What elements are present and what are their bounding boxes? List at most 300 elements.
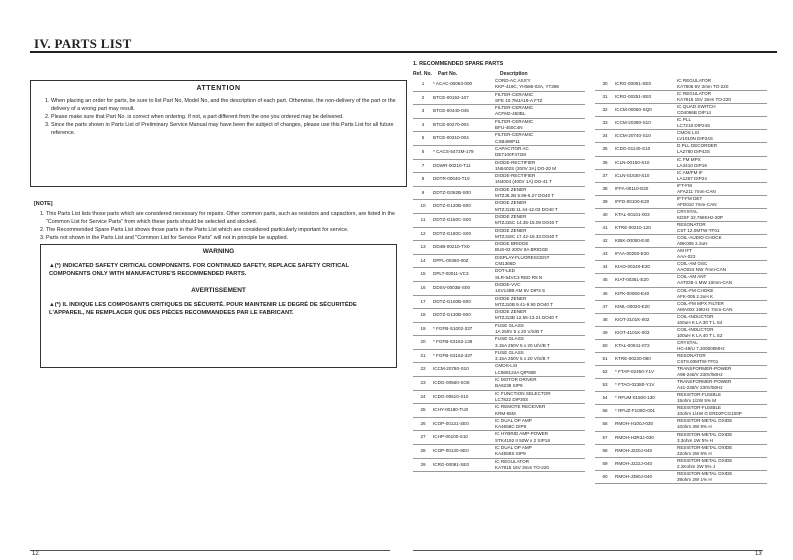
table-row bbox=[413, 309, 585, 323]
description-line: MTZJ6.2B 5.96-6.27 DO40 T bbox=[495, 193, 555, 199]
description-line: IC DUAL OP AMP bbox=[495, 417, 532, 423]
ref-no: 46 bbox=[602, 290, 608, 296]
description-line: IC FM MPX bbox=[677, 156, 701, 162]
description-line: 1N4004 (400V 1A) DO-41 T bbox=[495, 179, 552, 185]
description-line: 1SV149B AM 6V DIP3 S bbox=[495, 288, 546, 294]
table-row bbox=[595, 196, 767, 209]
description bbox=[495, 214, 585, 227]
ref-no: 28 bbox=[420, 448, 426, 454]
table-row bbox=[413, 418, 585, 432]
part-no: ICCM-00060-SQ0 bbox=[615, 107, 652, 113]
ref-no: 48 bbox=[602, 316, 608, 322]
description-line: IC REGULATOR bbox=[677, 78, 712, 83]
description-line: 100uH K LA 40 T L S2 bbox=[677, 332, 723, 338]
table-row bbox=[413, 132, 585, 146]
description-line: AFD010 7mm-CAN bbox=[677, 201, 717, 207]
description bbox=[677, 405, 767, 417]
part-no: KIOT-3101K-002 bbox=[615, 316, 650, 322]
description-line: AMA002 19KHz 7mm-CAN bbox=[677, 306, 733, 312]
description-line: MTZJ10B 9.41-9.90 DO40 T bbox=[495, 301, 553, 307]
ref-no: 59 bbox=[602, 460, 608, 466]
description bbox=[677, 353, 767, 365]
description bbox=[495, 336, 585, 349]
ref-no: 52 bbox=[602, 369, 608, 375]
description-line: IC DUAL OP AMP bbox=[495, 445, 532, 451]
table-row bbox=[413, 187, 585, 201]
part-no: * RFUZ-F100G-001 bbox=[615, 408, 656, 414]
description-line: DE7100F472M bbox=[495, 152, 526, 158]
table-row bbox=[595, 274, 767, 287]
table-row bbox=[413, 119, 585, 133]
ref-no: 49 bbox=[602, 329, 608, 335]
description-line: KA7806 6V 3mm TO-220 bbox=[677, 84, 729, 89]
description bbox=[495, 160, 585, 173]
attention-item: 2. Please make sure that Part No. is correct when ordering. If not, a part different from the one you ordered may be delivered. bbox=[51, 113, 407, 121]
ref-no: 22 bbox=[420, 366, 426, 372]
description-line: 15ohm 1/2W 5% M bbox=[677, 398, 717, 404]
part-no: KIML-00020-E20 bbox=[615, 303, 650, 309]
ref-no: 40 bbox=[602, 211, 608, 217]
table-row bbox=[595, 340, 767, 353]
description-line: 3.3ohm 1W 5% H bbox=[677, 437, 713, 443]
note-title: [NOTE] bbox=[34, 201, 53, 207]
description-line: MTZJ13B 12.55-13.21 DO40 T bbox=[495, 315, 558, 321]
table-row bbox=[595, 432, 767, 445]
part-no: KIAT-00351-E20 bbox=[615, 277, 649, 283]
note-item: 3. Parts not shown in the Parts List and "Common List for Service Parts" will not in principle be supplied. bbox=[46, 234, 409, 242]
part-no: KTRE-00210-120 bbox=[615, 225, 651, 231]
part-no: ICDG-00610-S10 bbox=[433, 393, 469, 399]
ref-no: 34 bbox=[602, 133, 608, 139]
table-row bbox=[595, 405, 767, 418]
description-line: A96-245/V 230V/50Hz bbox=[677, 372, 723, 378]
description bbox=[677, 274, 767, 286]
description-line: DIODE ZENER bbox=[495, 309, 527, 315]
ref-no: 56 bbox=[602, 421, 608, 427]
description-line: BU8-02 200V 8A BRIDGE bbox=[495, 247, 549, 253]
ref-no: 4 bbox=[421, 121, 425, 127]
description-line: KA7915 15V 3mm TO-220 bbox=[677, 97, 731, 103]
description-line: KKP-419C, YH586-03A, YT396 bbox=[495, 84, 559, 90]
description-line: BFU-450C4N bbox=[495, 125, 523, 131]
description-line: FUSE GLASS bbox=[495, 336, 524, 342]
description bbox=[677, 366, 767, 378]
description-line: 2.2Kohm 2W 5% J bbox=[677, 463, 716, 469]
part-no: ICRG-00251-SE0 bbox=[615, 94, 652, 100]
ref-no: 57 bbox=[602, 434, 608, 440]
ref-no: 16 bbox=[420, 284, 426, 290]
ref-no: 12 bbox=[420, 230, 426, 236]
description-line: KA4558C DIP8 bbox=[495, 424, 527, 430]
page-number-left: 12 bbox=[32, 551, 39, 557]
description-line: RESISTOR-FUSIBLE bbox=[677, 405, 722, 411]
ref-no: 37 bbox=[602, 172, 608, 178]
part-no: KTAL-00101-003 bbox=[615, 211, 650, 217]
table-row bbox=[595, 170, 767, 183]
table-row bbox=[413, 173, 585, 187]
part-no: ICHY-00180-TU0 bbox=[433, 407, 469, 413]
description-line: RESISTOR-METAL OXIDE bbox=[677, 457, 733, 463]
table-row bbox=[413, 146, 585, 160]
ref-no: 33 bbox=[602, 120, 608, 126]
description bbox=[495, 309, 585, 322]
part-no: * RFUM-01500-130 bbox=[615, 395, 655, 401]
description-line: AAO024 NW 7mm-CAN bbox=[677, 267, 727, 273]
attention-box bbox=[30, 80, 407, 187]
description-line: CRYSTAL bbox=[677, 208, 698, 214]
footer-rule-right bbox=[413, 550, 763, 551]
description-line: SLR-54VC3 RED R5 N bbox=[495, 274, 543, 280]
part-no: ICCM-20380-S10 bbox=[615, 120, 651, 126]
description bbox=[495, 268, 585, 281]
ref-no: 55 bbox=[602, 408, 608, 414]
description-line: MTZJ15C 14.35-15.09 DO40 T bbox=[495, 220, 559, 226]
description-line: IC PLL bbox=[677, 117, 692, 123]
description-line: DISPLAY-FLUORESCENT bbox=[495, 254, 550, 260]
spare-parts-title: 1. RECOMMENDED SPARE PARTS bbox=[413, 61, 504, 67]
description-line: LA2780 DIP42S bbox=[677, 149, 710, 155]
ref-no: 24 bbox=[420, 393, 426, 399]
description bbox=[677, 340, 767, 352]
table-row bbox=[413, 268, 585, 282]
description-line: DIODE ZENER bbox=[495, 213, 527, 219]
ref-no: 53 bbox=[602, 382, 608, 388]
description bbox=[677, 379, 767, 391]
part-no: ICCM-20740-S10 bbox=[615, 133, 651, 139]
description-line: DIODE ZENER bbox=[495, 200, 527, 206]
table-row bbox=[595, 222, 767, 235]
part-no: DDTZ-G120B-S00 bbox=[433, 203, 471, 209]
description bbox=[495, 187, 585, 200]
ref-no: 30 bbox=[602, 81, 608, 86]
page-title: IV. PARTS LIST bbox=[34, 36, 132, 51]
note-item: 1. This Parts List lists those parts which are considered necessary for repairs. Other common parts, such as resistors and capacitors, are listed in the "Common List for Service Parts" from which these parts should be selected and stocked. bbox=[46, 210, 409, 226]
description-line: COIL-INDUCTOR bbox=[677, 313, 714, 319]
description-line: D.PLL DECORDER bbox=[677, 143, 718, 149]
ref-no: 36 bbox=[602, 159, 608, 165]
description-line: AM IFT bbox=[677, 248, 693, 254]
description bbox=[495, 391, 585, 404]
description-line: COIL-FM MPX FILTER bbox=[677, 300, 724, 306]
description bbox=[677, 157, 767, 169]
description-line: RESISTOR-METAL OXIDE bbox=[677, 444, 733, 450]
ref-no: 3 bbox=[421, 108, 425, 114]
description-line: IC REGULATOR bbox=[495, 458, 530, 464]
description-line: HC-49/U 7.200000MHz bbox=[677, 345, 725, 351]
part-no: IFFD-00100-E20 bbox=[615, 198, 650, 204]
description-line: IC REGULATOR bbox=[677, 91, 712, 97]
description-line: IC HYBRID AMP-POWER bbox=[495, 431, 549, 437]
ref-no: 32 bbox=[602, 107, 608, 113]
part-no: BTCE-00440-045 bbox=[433, 108, 469, 114]
description bbox=[677, 288, 767, 300]
description-line: FUSE GLASS bbox=[495, 322, 524, 328]
description-line: CST 12.0MTW-TF01 bbox=[677, 228, 720, 234]
col-header-part: Part No. bbox=[438, 71, 458, 77]
description bbox=[677, 78, 767, 90]
description bbox=[495, 418, 585, 431]
ref-no: 17 bbox=[420, 298, 426, 304]
description bbox=[677, 104, 767, 116]
description bbox=[677, 170, 767, 182]
table-row bbox=[413, 391, 585, 405]
ref-no: 42 bbox=[602, 238, 608, 244]
description bbox=[495, 78, 585, 91]
table-row bbox=[413, 214, 585, 228]
description-line: STK4192 II 50W x 2 SIP18 bbox=[495, 437, 550, 443]
ref-no: 14 bbox=[420, 257, 426, 263]
description-line: FILTER-CERAMIC bbox=[495, 91, 534, 97]
table-row bbox=[595, 418, 767, 431]
description-line: ACFM2-450BL bbox=[495, 111, 526, 117]
part-no: KIFK-00050-E40 bbox=[615, 290, 650, 296]
description-line: DIODE BRIDGE bbox=[495, 241, 529, 247]
part-no: ICLN-00150-S10 bbox=[615, 159, 650, 165]
ref-no: 54 bbox=[602, 395, 608, 401]
part-no: RMOH-J222J-040 bbox=[615, 460, 653, 466]
description-line: LC868124A QIP80E bbox=[495, 369, 537, 375]
ref-no: 13 bbox=[420, 244, 426, 250]
part-no: DDWR-00210-T11 bbox=[433, 162, 471, 168]
description bbox=[495, 105, 585, 118]
table-row bbox=[595, 458, 767, 471]
description-line: DIODE ZENER bbox=[495, 186, 527, 192]
part-no: ICDG-01140-S10 bbox=[615, 146, 651, 152]
description-line: LC7822 DIP30S bbox=[495, 396, 529, 402]
ref-no: 27 bbox=[420, 434, 426, 440]
description bbox=[677, 445, 767, 457]
description bbox=[495, 92, 585, 105]
part-no: ICDG-00560-SO6 bbox=[433, 380, 470, 386]
part-no: KTAL-00041-072 bbox=[615, 342, 650, 348]
description-line: RESONATOR bbox=[677, 352, 706, 358]
part-no: ICOP-00131-SE0 bbox=[433, 420, 469, 426]
description-line: CRYSTAL bbox=[677, 339, 698, 345]
ref-no: 35 bbox=[602, 146, 608, 152]
description-line: TRANSFORMER-POWER bbox=[677, 366, 732, 372]
part-no: * ACAC-00063-000 bbox=[433, 81, 473, 86]
footer-rule-left bbox=[30, 550, 390, 551]
part-no: * FTAO-02380-Y1V bbox=[615, 382, 655, 388]
part-no: KIOT-4101K-003 bbox=[615, 329, 650, 335]
avertissement-text: ▲(*) IL INDIQUE LES COMPOSANTS CRITIQUES DE SÉCURITÉ. POUR MAINTENIR LE DEGRÉ DE SÉCURITÉDE L'APPAREIL, NE REMPLACER QUE DES PIÈCES RECOMMANDEES PAR LE FABRICANT. bbox=[49, 302, 357, 316]
table-row bbox=[413, 296, 585, 310]
part-no: IFAA-00250-E20 bbox=[615, 251, 649, 257]
table-row bbox=[413, 431, 585, 445]
description-line: COIL-AUDIO CHOCK bbox=[677, 235, 722, 241]
ref-no: 21 bbox=[420, 352, 426, 358]
description-line: BA6238 SIP9 bbox=[495, 383, 523, 389]
table-row bbox=[413, 404, 585, 418]
description bbox=[495, 459, 585, 472]
note-section bbox=[34, 200, 409, 242]
description-line: TRANSFORMER-POWER bbox=[677, 379, 732, 385]
description-line: DIODE ZENER bbox=[495, 295, 527, 301]
ref-no: 1 bbox=[421, 81, 425, 86]
title-divider bbox=[30, 51, 777, 53]
part-no: ICLN-01630-S10 bbox=[615, 172, 650, 178]
ref-no: 10 bbox=[420, 203, 426, 209]
description-line: FUSE GLASS bbox=[495, 349, 524, 355]
description-line: 3.15A 250V 5 x 20 V/S/B T bbox=[495, 356, 550, 362]
ref-no: 7 bbox=[421, 162, 425, 168]
description bbox=[495, 323, 585, 336]
description bbox=[495, 296, 585, 309]
ref-no: 15 bbox=[420, 271, 426, 277]
part-no: ICCM-20780-S10 bbox=[433, 366, 469, 372]
description-line: CST8.00MTW-TF01 bbox=[677, 358, 719, 364]
description-line: SFE 10.7MJA19-A FTZ bbox=[495, 97, 543, 103]
ref-no: 29 bbox=[420, 461, 426, 467]
description-line: MTZJ12B 11.44-12.03 DO40 T bbox=[495, 206, 558, 212]
part-no: RMOH-J390J-040 bbox=[615, 473, 653, 479]
description bbox=[677, 432, 767, 444]
part-no: DDTR-00040-T10 bbox=[433, 176, 470, 182]
table-row bbox=[595, 209, 767, 222]
description-line: AAT035-1 MW 10mm-CAN bbox=[677, 280, 733, 286]
description-line: LA3410 DIP16 bbox=[677, 162, 707, 168]
table-row bbox=[413, 282, 585, 296]
description bbox=[495, 173, 585, 186]
description-line: AFA211 7mm-CAN bbox=[677, 188, 716, 194]
part-no: DDTZ-G150C-S00 bbox=[433, 216, 472, 222]
description bbox=[495, 255, 585, 268]
description-line: CSB498P11 bbox=[495, 138, 520, 144]
description bbox=[495, 445, 585, 458]
description bbox=[677, 117, 767, 129]
description-line: COIL-INDUCTOR bbox=[677, 326, 714, 332]
ref-no: 11 bbox=[420, 216, 426, 222]
description-line: RESISTOR-FUSIBLE bbox=[677, 392, 722, 398]
part-no: DDTZ-G130B-S00 bbox=[433, 312, 471, 318]
parts-table-left bbox=[413, 78, 585, 472]
description-line: DIODE-VVC bbox=[495, 281, 521, 287]
description-line: 39ohm 2W 1% H bbox=[677, 476, 712, 482]
table-row bbox=[413, 92, 585, 106]
description bbox=[677, 314, 767, 326]
table-row bbox=[595, 314, 767, 327]
description-line: KA4558S SIP9 bbox=[495, 451, 526, 457]
part-no: DDSV-0003B-S00 bbox=[433, 284, 471, 290]
description-line: COIL-AM ANT bbox=[677, 274, 707, 280]
table-row bbox=[595, 261, 767, 274]
part-no: DPLT-00011-VC3 bbox=[433, 271, 469, 277]
description-line: IC REMOTE RECEIVER bbox=[495, 404, 546, 410]
ref-no: 2 bbox=[421, 94, 425, 100]
table-row bbox=[413, 200, 585, 214]
ref-no: 8 bbox=[421, 176, 425, 182]
table-row bbox=[413, 363, 585, 377]
part-no: KIAO-00240-E20 bbox=[615, 264, 650, 270]
description bbox=[495, 377, 585, 390]
description-line: AAA-023 bbox=[677, 254, 696, 260]
ref-no: 39 bbox=[602, 198, 608, 204]
table-row bbox=[595, 130, 767, 143]
description-line: CMOS-LSI bbox=[495, 363, 518, 369]
table-row bbox=[595, 392, 767, 405]
description-line: CMOS LSI bbox=[677, 130, 699, 136]
table-row bbox=[595, 104, 767, 117]
ref-no: 38 bbox=[602, 185, 608, 191]
description bbox=[495, 282, 585, 295]
note-list bbox=[34, 210, 409, 242]
description-line: LA1267 DIP24 bbox=[677, 175, 707, 181]
warning-text: ▲(*) INDICATED SAFETY CRITICAL COMPONENTS. FOR CONTINUED SAFETY, REPLACE SAFETY CRITICAL COMPONENTS ONLY WITH MANUFACTURE'S RECOMMENDED PARTS. bbox=[49, 263, 349, 277]
table-row bbox=[413, 241, 585, 255]
description-line: IC QUAD SWITCH bbox=[677, 104, 716, 110]
part-no: RMOH-H100J-030 bbox=[615, 421, 654, 427]
description-line: KA7815 15V 3mm TO-220 bbox=[495, 464, 549, 470]
table-row bbox=[595, 445, 767, 458]
description-line: COIL-FM CHOKE bbox=[677, 287, 714, 293]
attention-title: ATTENTION bbox=[196, 85, 241, 92]
description bbox=[677, 471, 767, 483]
part-no: DDTZ-G062B-S00 bbox=[433, 189, 471, 195]
description-line: MTZJ18C 17.42-18.33 DO40 T bbox=[495, 233, 559, 239]
table-row bbox=[595, 248, 767, 261]
ref-no: 41 bbox=[602, 225, 608, 231]
description-line: DOT-LED bbox=[495, 268, 515, 274]
note-item: 2. The Recommended Spare Parts List shows those parts in the Parts List which are considered particularly important for service. bbox=[46, 226, 409, 234]
table-row bbox=[595, 157, 767, 170]
description bbox=[677, 248, 767, 260]
description bbox=[495, 431, 585, 444]
table-row bbox=[413, 160, 585, 174]
table-row bbox=[413, 350, 585, 364]
table-row bbox=[595, 78, 767, 91]
table-row bbox=[595, 379, 767, 392]
part-no: ICOP-00130-SE0 bbox=[433, 448, 469, 454]
description bbox=[495, 228, 585, 241]
description bbox=[495, 132, 585, 145]
description-line: CORD-AC ASS'Y bbox=[495, 78, 531, 83]
description bbox=[495, 350, 585, 363]
description-line: FILTER-CERAMIC bbox=[495, 118, 534, 124]
description-line: IC FUNCTION SELECTOR bbox=[495, 390, 551, 396]
ref-no: 9 bbox=[421, 189, 425, 195]
description bbox=[677, 392, 767, 404]
description bbox=[677, 91, 767, 103]
attention-list bbox=[37, 97, 407, 137]
description-line: 1A 250V 5 x 20 V/S/B T bbox=[495, 328, 544, 334]
description bbox=[677, 209, 767, 221]
description-line: LC7218 DIP24S bbox=[677, 123, 711, 129]
description-line: RESISTOR-METAL OXIDE bbox=[677, 470, 733, 476]
part-no: DDTZ-G180C-S00 bbox=[433, 230, 472, 236]
table-row bbox=[413, 105, 585, 119]
table-row bbox=[595, 471, 767, 484]
table-row bbox=[595, 183, 767, 196]
part-no: * FGFB-S3152-337 bbox=[433, 352, 473, 358]
ref-no: 26 bbox=[420, 420, 426, 426]
part-no: ICRG-00081-SE0 bbox=[433, 461, 470, 467]
description-line: DIODE-RECTIFIER bbox=[495, 173, 536, 179]
description bbox=[677, 130, 767, 142]
description bbox=[495, 146, 585, 159]
attention-item: 1. When placing an order for parts, be sure to list Part No, Model No, and the description of each part. Otherwise, the non-delivery of the part or the delivery of a wrong part may result. bbox=[51, 97, 407, 113]
description-line: FILTER-CERAMIC bbox=[495, 132, 534, 138]
table-row bbox=[595, 143, 767, 156]
description bbox=[677, 261, 767, 273]
description bbox=[677, 183, 767, 195]
part-no: * CACS-5472M-179 bbox=[433, 148, 474, 154]
ref-no: 19 bbox=[420, 325, 426, 331]
description-line: RESISTOR-METAL OXIDE bbox=[677, 418, 733, 424]
description bbox=[677, 301, 767, 313]
description bbox=[677, 235, 767, 247]
description bbox=[677, 143, 767, 155]
ref-no: 23 bbox=[420, 380, 426, 386]
